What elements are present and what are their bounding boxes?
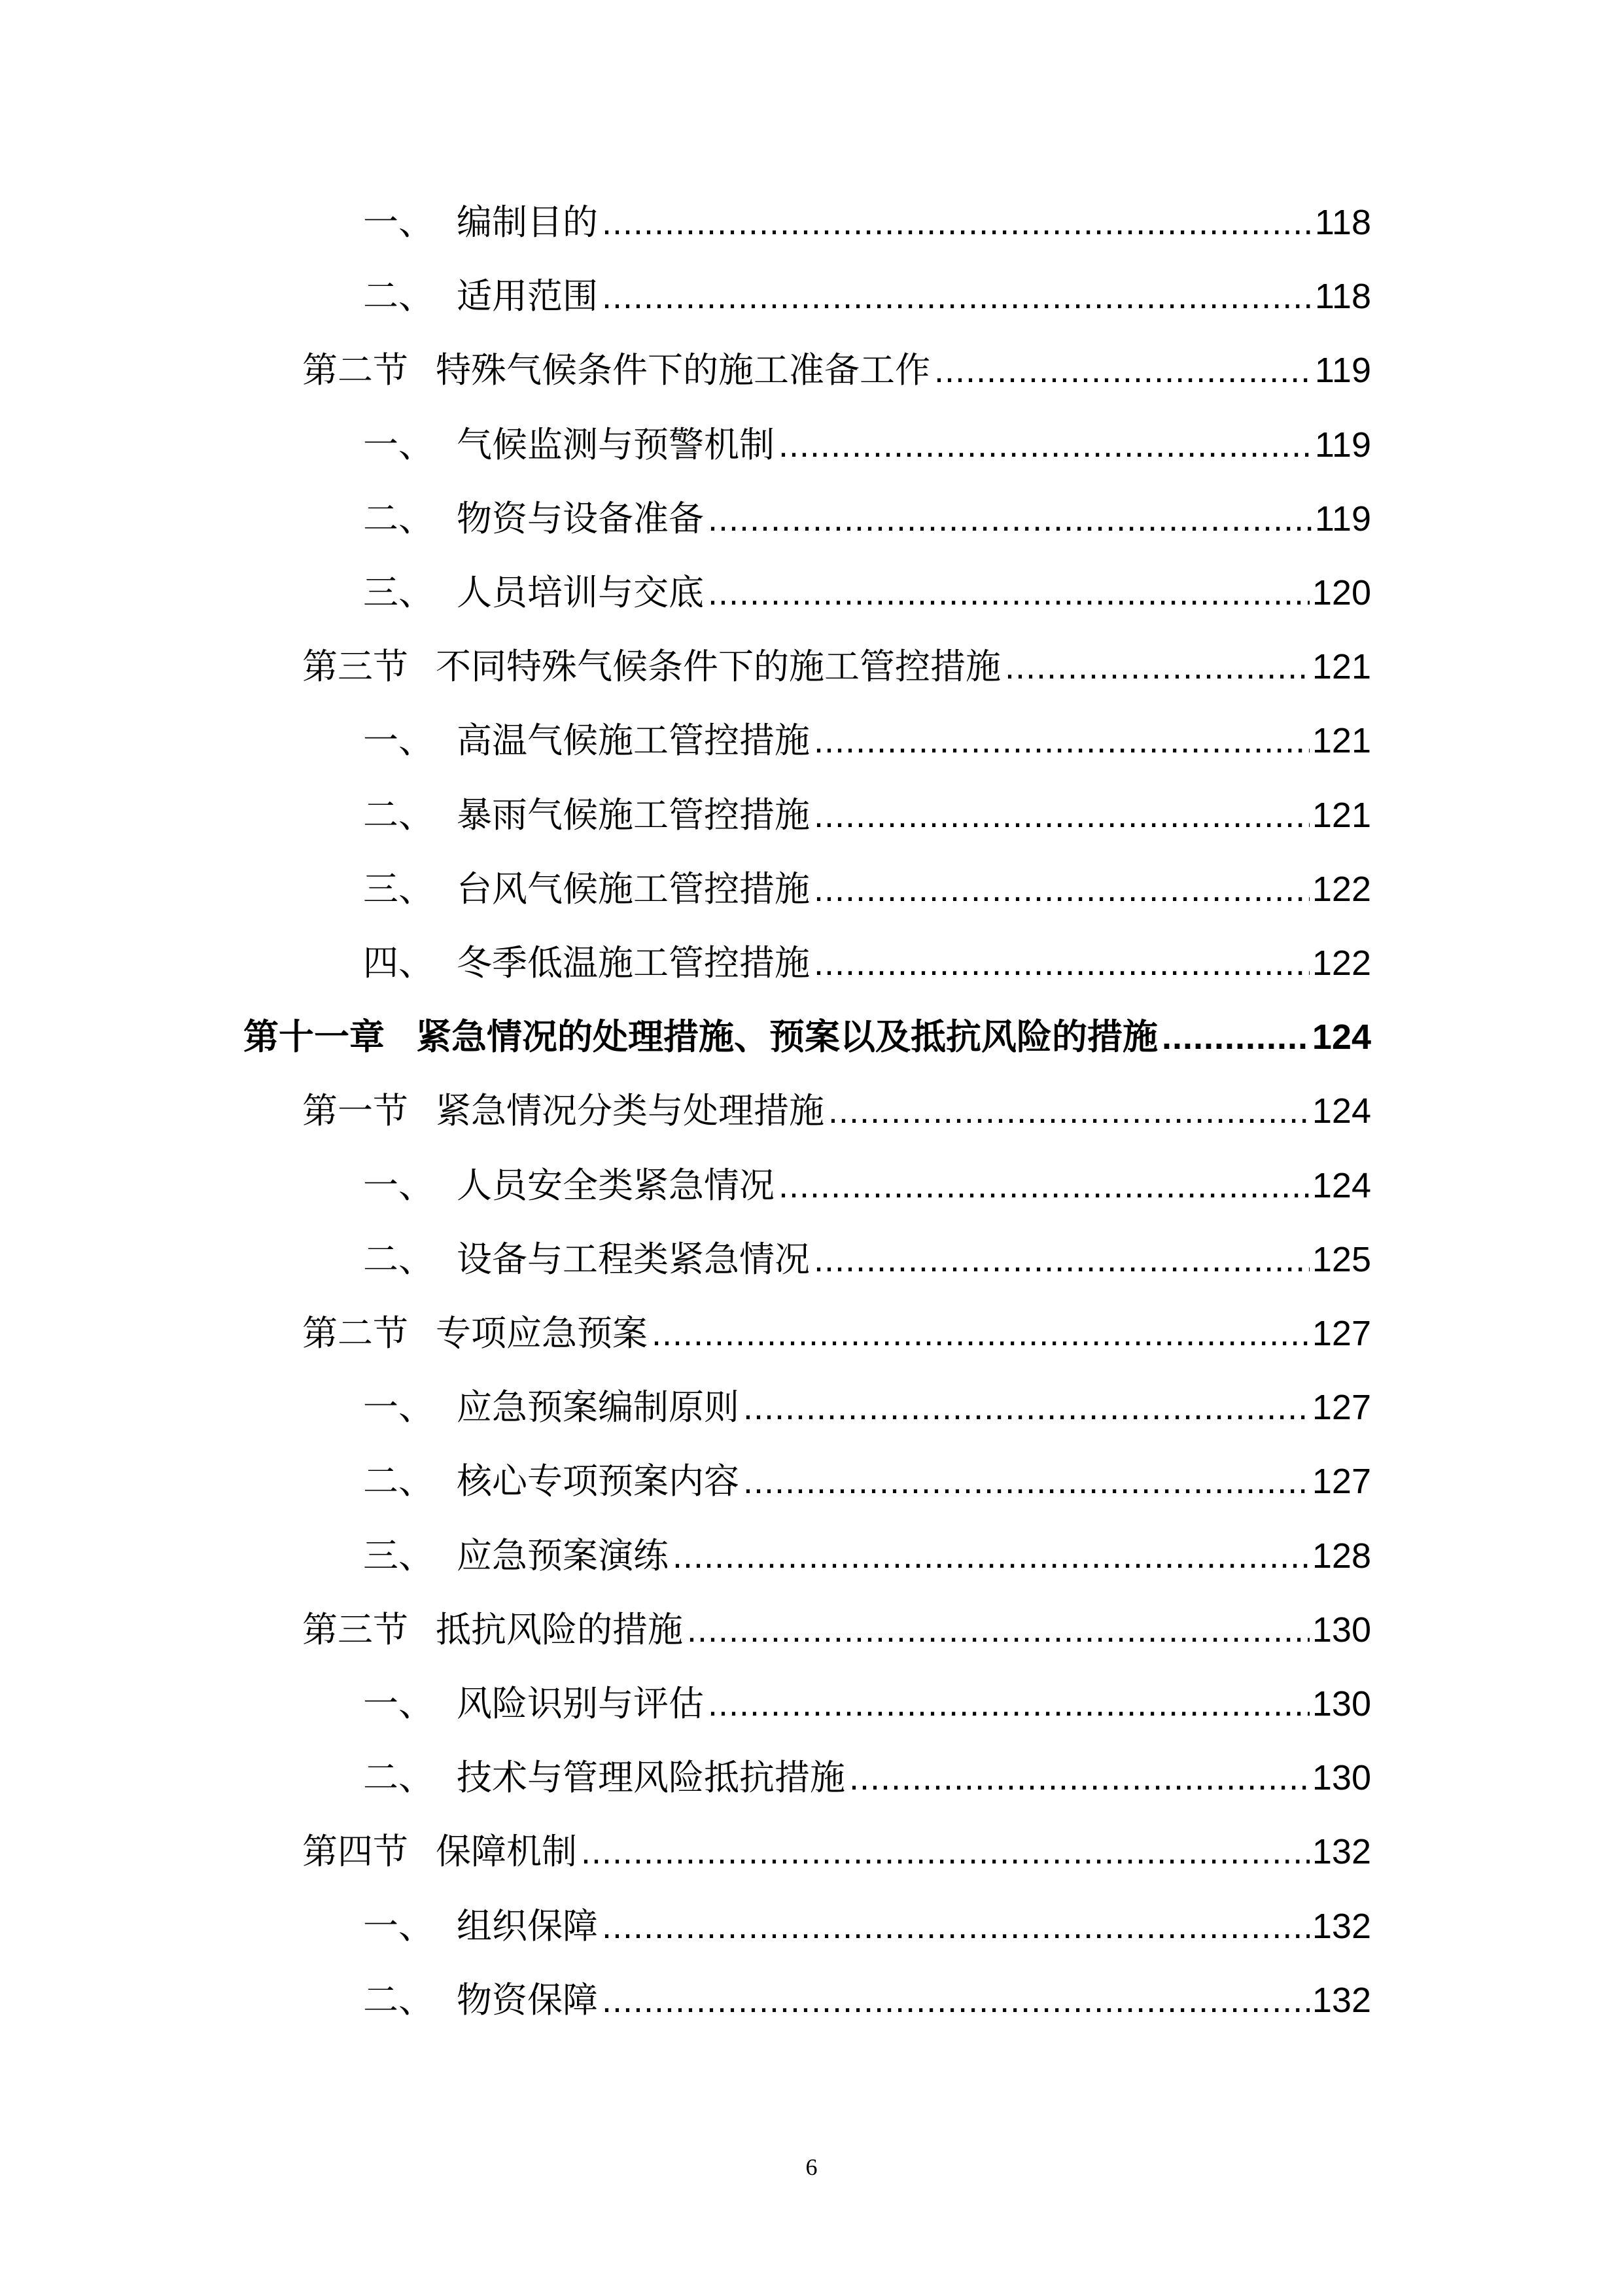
toc-dot-leader [934,344,1312,397]
toc-entry-number: 一、 [363,1165,434,1206]
toc-entry-number: 二、 [363,794,434,836]
toc-entry-item[interactable] [363,493,1371,545]
toc-entry-number: 二、 [363,1239,434,1280]
toc-dot-leader [687,1604,1310,1656]
toc-entry-page: 124 [1312,1017,1371,1057]
toc-entry-title: 台风气候施工管控措施 [457,868,810,910]
toc-entry-item[interactable] [363,1455,1371,1508]
toc-entry-number: 一、 [363,1905,434,1947]
toc-entry-page: 121 [1312,796,1371,835]
toc-entry-page: 119 [1314,499,1371,539]
toc-entry-page: 118 [1314,203,1371,242]
toc-entry-page: 119 [1314,425,1371,465]
toc-entry-page: 132 [1312,1907,1371,1946]
toc-entry-number: 三、 [363,572,434,613]
toc-entry-number: 一、 [363,1386,434,1428]
toc-entry-number: 第一节 [302,1090,408,1131]
toc-dot-leader [1005,641,1310,693]
toc-dot-leader [602,1900,1310,1952]
toc-entry-title: 不同特殊气候条件下的施工管控措施 [436,646,1001,687]
toc-entry-chapter[interactable] [243,1011,1371,1063]
toc-dot-leader [1162,1011,1310,1063]
toc-dot-leader [743,1381,1310,1434]
toc-entry-number: 第十一章 [243,1016,385,1057]
toc-entry-title: 保障机制 [436,1831,577,1872]
toc-entry-number: 第二节 [302,349,408,391]
toc-entry-item[interactable] [363,270,1371,323]
toc-dot-leader [581,1826,1310,1878]
toc-entry-number: 一、 [363,1683,434,1724]
toc-entry-page: 119 [1314,351,1371,390]
toc-entry-title: 编制目的 [457,202,598,243]
toc-entry-number: 四、 [363,942,434,983]
toc-entry-title: 物资保障 [457,1979,598,2021]
toc-entry-number: 二、 [363,1979,434,2021]
toc-entry-page: 125 [1312,1240,1371,1279]
toc-entry-item[interactable] [363,1900,1371,1952]
toc-dot-leader [602,270,1312,323]
toc-entry-title: 组织保障 [457,1905,598,1947]
toc-entry-item[interactable] [363,1381,1371,1434]
toc-entry-number: 第二节 [302,1313,408,1354]
toc-entry-item[interactable] [363,1233,1371,1286]
toc-entry-number: 一、 [363,720,434,761]
toc-entry-page: 127 [1312,1388,1371,1427]
toc-entry-title: 应急预案编制原则 [457,1386,739,1428]
toc-entry-title: 技术与管理风险抵抗措施 [457,1757,845,1798]
toc-dot-leader [652,1307,1310,1360]
toc-entry-item[interactable] [363,863,1371,915]
toc-entry-page: 121 [1312,647,1371,686]
toc-entry-title: 紧急情况的处理措施、预案以及抵抗风险的措施 [416,1016,1158,1057]
toc-entry-page: 128 [1312,1536,1371,1576]
toc-entry-page: 122 [1312,870,1371,909]
toc-entry-page: 121 [1312,721,1371,760]
toc-entry-number: 第三节 [302,1609,408,1650]
toc-entry-title: 紧急情况分类与处理措施 [436,1090,824,1131]
toc-entry-page: 124 [1312,1166,1371,1205]
toc-entry-page: 127 [1312,1462,1371,1501]
toc-entry-page: 127 [1312,1314,1371,1353]
toc-entry-title: 核心专项预案内容 [457,1460,739,1502]
toc-entry-title: 抵抗风险的措施 [436,1609,683,1650]
toc-dot-leader [602,1974,1310,2026]
toc-entry-page: 120 [1312,573,1371,612]
toc-entry-item[interactable] [363,1974,1371,2026]
toc-dot-leader [814,715,1310,767]
toc-dot-leader [672,1530,1310,1582]
toc-dot-leader [849,1752,1310,1804]
toc-entry-page: 130 [1312,1610,1371,1650]
toc-entry-item[interactable] [363,1752,1371,1804]
toc-entry-title: 气候监测与预警机制 [457,424,775,465]
toc-entry-item[interactable] [363,1678,1371,1730]
toc-entry-page: 132 [1312,1832,1371,1871]
toc-entry-number: 三、 [363,868,434,910]
toc-dot-leader [778,419,1312,471]
toc-entry-item[interactable] [363,789,1371,841]
toc-entry-title: 暴雨气候施工管控措施 [457,794,810,836]
toc-entry-number: 一、 [363,202,434,243]
toc-entry-section[interactable] [302,1085,1371,1137]
toc-entry-number: 二、 [363,498,434,539]
toc-dot-leader [602,196,1312,249]
toc-dot-leader [743,1455,1310,1508]
toc-entry-title: 专项应急预案 [436,1313,648,1354]
toc-entry-title: 高温气候施工管控措施 [457,720,810,761]
toc-entry-section[interactable] [302,1826,1371,1878]
toc-entry-title: 特殊气候条件下的施工准备工作 [436,349,930,391]
toc-entry-item[interactable] [363,567,1371,619]
toc-entry-page: 132 [1312,1981,1371,2020]
toc-entry-number: 三、 [363,1535,434,1576]
toc-entry-number: 二、 [363,1460,434,1502]
toc-dot-leader [814,937,1310,989]
toc-dot-leader [814,789,1310,841]
toc-entry-number: 一、 [363,424,434,465]
toc-entry-number: 第四节 [302,1831,408,1872]
toc-entry-section[interactable] [302,641,1371,693]
toc-dot-leader [828,1085,1310,1137]
toc-dot-leader [708,1678,1310,1730]
toc-entry-item[interactable] [363,1530,1371,1582]
toc-entry-item[interactable] [363,419,1371,471]
toc-dot-leader [708,567,1310,619]
toc-entry-number: 第三节 [302,646,408,687]
toc-entry-section[interactable] [302,1307,1371,1360]
toc-entry-section[interactable] [302,1604,1371,1656]
toc-entry-title: 物资与设备准备 [457,498,704,539]
toc-entry-title: 人员培训与交底 [457,572,704,613]
toc-entry-item[interactable] [363,937,1371,989]
page-number: 6 [805,2154,818,2180]
toc-entry-item[interactable] [363,196,1371,249]
toc-entry-page: 122 [1312,944,1371,983]
toc-entry-section[interactable] [302,344,1371,397]
toc-entry-title: 适用范围 [457,275,598,317]
toc-entry-title: 设备与工程类紧急情况 [457,1239,810,1280]
toc-dot-leader [708,493,1312,545]
toc-entry-title: 冬季低温施工管控措施 [457,942,810,983]
toc-entry-page: 130 [1312,1758,1371,1797]
toc-entry-page: 118 [1314,277,1371,316]
toc-entry-title: 应急预案演练 [457,1535,669,1576]
toc-entry-number: 二、 [363,275,434,317]
toc-dot-leader [778,1159,1310,1212]
toc-entry-number: 二、 [363,1757,434,1798]
toc-entry-title: 风险识别与评估 [457,1683,704,1724]
toc-entry-item[interactable] [363,1159,1371,1212]
toc-entry-title: 人员安全类紧急情况 [457,1165,775,1206]
toc-dot-leader [814,1233,1310,1286]
toc-entry-page: 130 [1312,1684,1371,1723]
toc-dot-leader [814,863,1310,915]
toc-entry-page: 124 [1312,1091,1371,1131]
toc-entry-item[interactable] [363,715,1371,767]
